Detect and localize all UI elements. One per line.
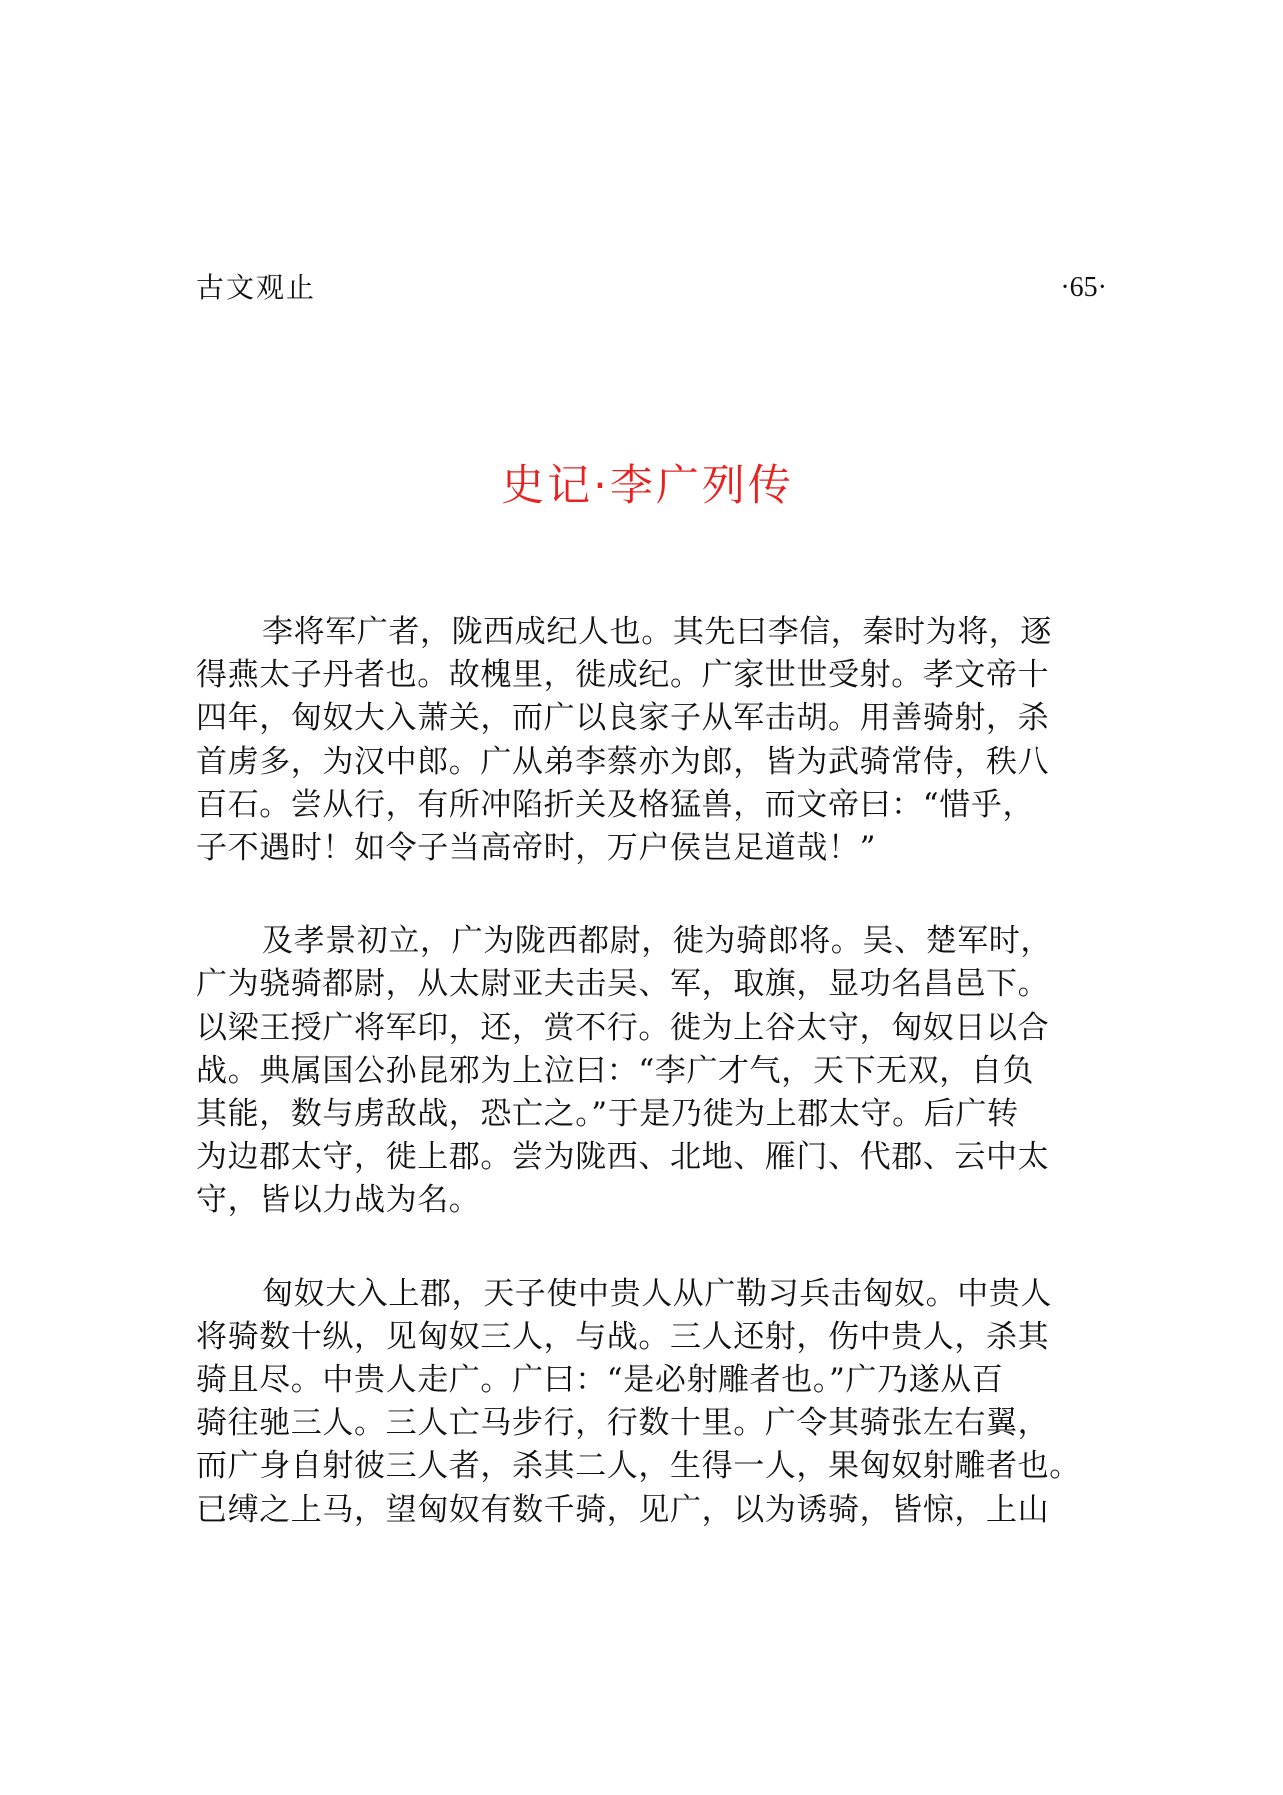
text-line: 得燕太子丹者也。故槐里，徙成纪。广家世世受射。孝文帝十 xyxy=(196,657,1050,694)
text-line: 守，皆以力战为名。 xyxy=(196,1182,481,1219)
paragraph-2 xyxy=(196,920,1092,1222)
text-line: 及孝景初立，广为陇西都尉，徙为骑郎将。吴、楚军时， xyxy=(262,923,1052,960)
book-title: 古文观止 xyxy=(196,271,317,304)
text-line: 骑往驰三人。三人亡马步行，行数十里。广令其骑张左右翼， xyxy=(196,1405,1050,1442)
body-text xyxy=(196,611,1092,1532)
text-line: 其能，数与虏敌战，恐亡之。”于是乃徙为上郡太守。后广转 xyxy=(196,1096,1019,1133)
paragraph-gap xyxy=(196,870,1092,920)
chapter-title: 史记·李广列传 xyxy=(501,461,794,511)
paragraph-3 xyxy=(196,1273,1092,1532)
text-line: 为边郡太守，徙上郡。尝为陇西、北地、雁门、代郡、云中太 xyxy=(196,1139,1050,1176)
paragraph-1 xyxy=(196,611,1092,870)
text-line: 已缚之上马，望匈奴有数千骑，见广，以为诱骑，皆惊，上山 xyxy=(196,1491,1050,1528)
text-line: 子不遇时！如令子当高帝时，万户侯岂足道哉！” xyxy=(196,830,877,867)
text-line: 将骑数十纵，见匈奴三人，与战。三人还射，伤中贵人，杀其 xyxy=(196,1318,1050,1355)
text-line: 首虏多，为汉中郎。广从弟李蔡亦为郎，皆为武骑常侍，秩八 xyxy=(196,743,1050,780)
page-number: ·65· xyxy=(1060,272,1107,303)
text-line: 而广身自射彼三人者，杀其二人，生得一人，果匈奴射雕者也。 xyxy=(196,1448,1081,1485)
paragraph-gap xyxy=(196,1223,1092,1273)
text-line: 百石。尝从行，有所冲陷折关及格猛兽，而文帝曰：“惜乎， xyxy=(196,786,1035,823)
text-line: 战。典属国公孙昆邪为上泣曰：“李广才气，天下无双，自负 xyxy=(196,1052,1035,1089)
text-line: 骑且尽。中贵人走广。广曰：“是必射雕者也。”广乃遂从百 xyxy=(196,1362,1004,1399)
text-line: 匈奴大入上郡，天子使中贵人从广勒习兵击匈奴。中贵人 xyxy=(262,1275,1052,1312)
text-line: 以梁王授广将军印，还，赏不行。徙为上谷太守，匈奴日以合 xyxy=(196,1009,1050,1046)
text-line: 广为骁骑都尉，从太尉亚夫击吴、军，取旗，显功名昌邑下。 xyxy=(196,966,1050,1003)
text-line: 四年，匈奴大入萧关，而广以良家子从军击胡。用善骑射，杀 xyxy=(196,700,1050,737)
text-line: 李将军广者，陇西成纪人也。其先曰李信，秦时为将，逐 xyxy=(262,614,1052,650)
